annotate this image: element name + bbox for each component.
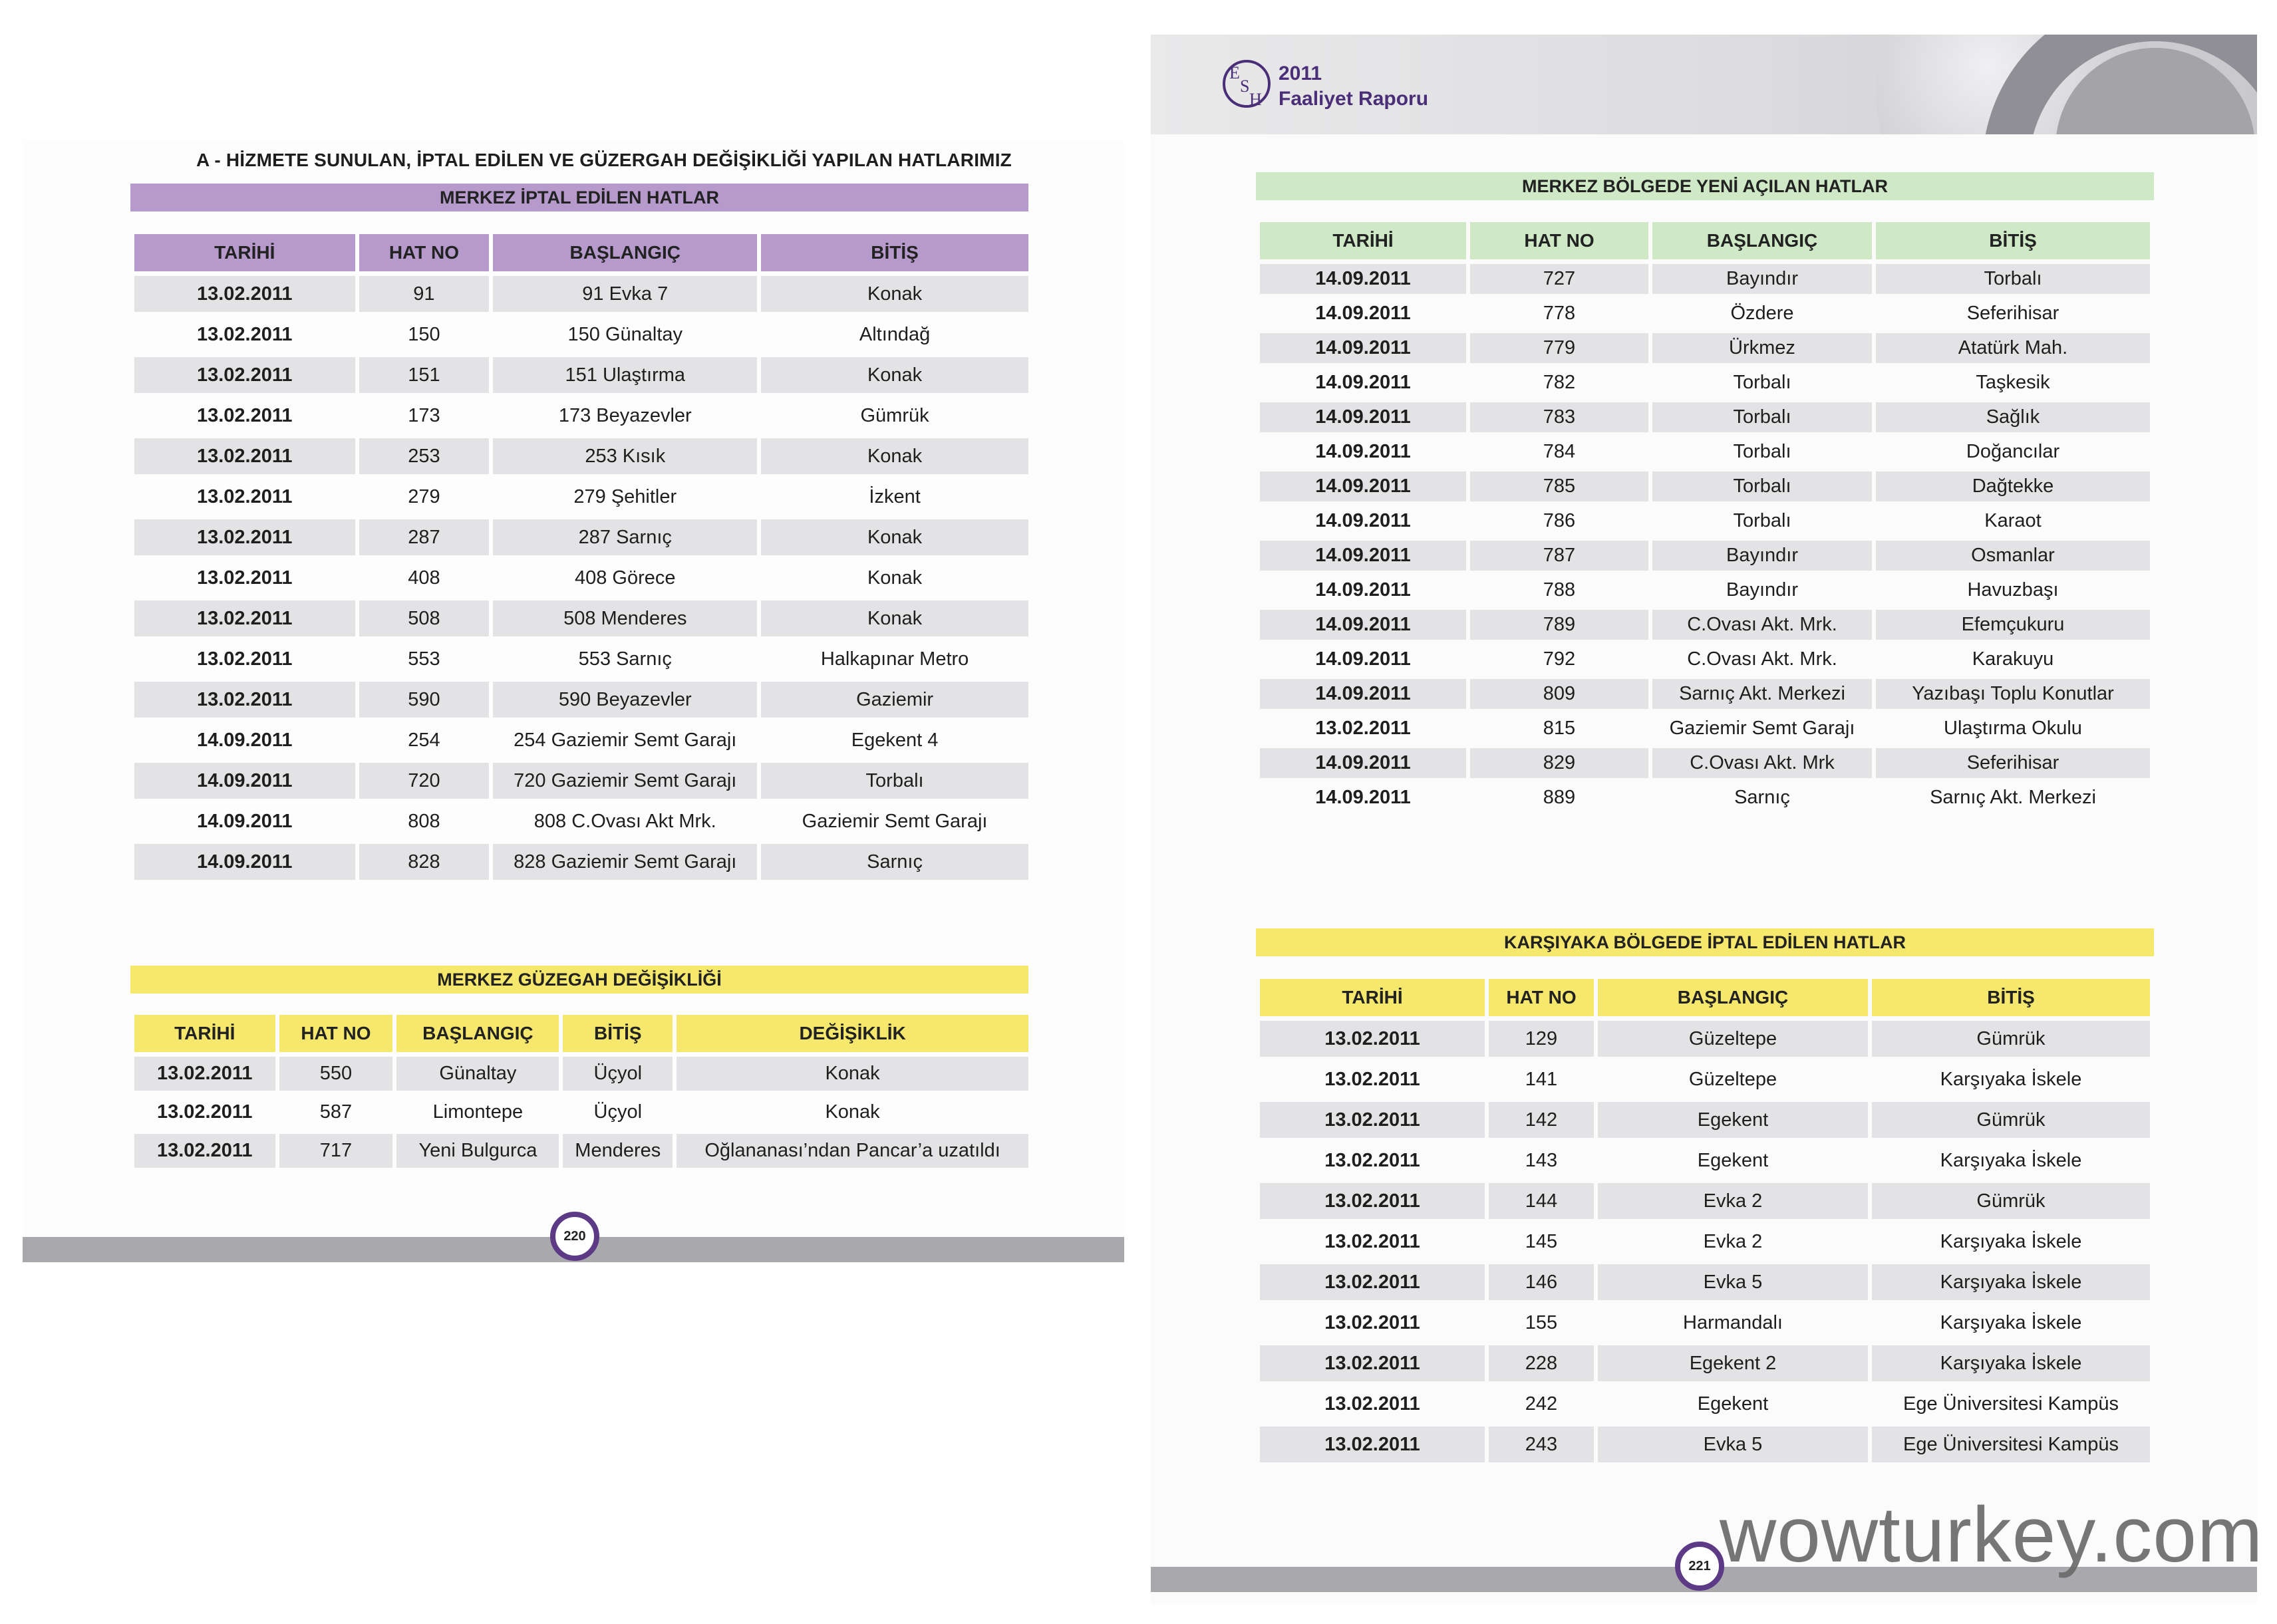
table-cell: 151 Ulaştırma xyxy=(493,357,757,393)
table-cell: Güzeltepe xyxy=(1688,1068,1777,1090)
table-cell: Yeni Bulgurca xyxy=(396,1134,559,1168)
table-header-row xyxy=(134,234,1028,271)
date-cell: 14.09.2011 xyxy=(1260,264,1466,294)
table-cell: Bayındır xyxy=(1652,541,1872,571)
line-number-cell: 717 xyxy=(279,1134,393,1168)
table-cell: 553 Sarnıç xyxy=(578,648,672,670)
table-cell: Konak xyxy=(761,519,1028,555)
table-row xyxy=(134,276,1028,312)
table-cell: Karşıyaka İskele xyxy=(1940,1230,2082,1252)
line-number-cell: 508 xyxy=(359,601,490,636)
column-header: BİTİŞ xyxy=(1876,222,2150,259)
table-cell: Karaot xyxy=(1984,510,2042,531)
karsiyaka-section-title: KARŞIYAKA BÖLGEDE İPTAL EDİLEN HATLAR xyxy=(1256,928,2154,956)
table-cell: Gümrük xyxy=(1872,1102,2150,1138)
right-page-number: 221 xyxy=(1675,1542,1724,1591)
table-cell: Seferihisar xyxy=(1966,303,2059,324)
table-row xyxy=(1260,1426,2150,1462)
table-cell: C.Ovası Akt. Mrk xyxy=(1652,748,1872,778)
line-number-cell: 143 xyxy=(1525,1149,1558,1171)
line-number-cell: 787 xyxy=(1470,541,1648,571)
report-header-banner xyxy=(1151,35,2257,134)
table-cell: 590 Beyazevler xyxy=(493,682,757,718)
table-cell: Menderes xyxy=(563,1134,673,1168)
table-cell: Evka 5 xyxy=(1598,1426,1868,1462)
table-row xyxy=(134,722,1028,758)
table-row xyxy=(1260,1102,2150,1138)
table-header-row xyxy=(134,1015,1028,1052)
table-cell: 254 Gaziemir Semt Garajı xyxy=(514,729,737,751)
table-cell: Atatürk Mah. xyxy=(1876,333,2150,363)
date-cell: 14.09.2011 xyxy=(1315,648,1411,670)
karsiyaka-cancelled-table xyxy=(1256,974,2154,1467)
table-cell: 808 C.Ovası Akt Mrk. xyxy=(533,810,716,832)
table-row xyxy=(1260,1061,2150,1097)
table-cell: Halkapınar Metro xyxy=(820,648,969,670)
table-cell: 287 Sarnıç xyxy=(493,519,757,555)
table-cell: Efemçukuru xyxy=(1876,610,2150,640)
table-cell: Altındağ xyxy=(859,323,931,345)
line-number-cell: 550 xyxy=(279,1057,393,1091)
table-row xyxy=(1260,644,2150,674)
table-row xyxy=(134,438,1028,474)
line-number-cell: 155 xyxy=(1525,1311,1558,1333)
table-row xyxy=(1260,402,2150,432)
table-cell: Gaziemir xyxy=(761,682,1028,718)
line-number-cell: 815 xyxy=(1543,718,1576,739)
column-header: BAŞLANGIÇ xyxy=(493,234,757,271)
date-cell: 14.09.2011 xyxy=(1315,303,1411,324)
table-cell: Bayındır xyxy=(1726,579,1798,601)
date-cell: 13.02.2011 xyxy=(196,404,293,426)
table-cell: Osmanlar xyxy=(1876,541,2150,571)
line-number-cell: 788 xyxy=(1543,579,1576,601)
line-number-cell: 129 xyxy=(1489,1021,1594,1057)
table-row xyxy=(1260,541,2150,571)
table-cell: Doğancılar xyxy=(1966,441,2060,462)
column-header: HAT NO xyxy=(1470,222,1648,259)
table-cell: Limontepe xyxy=(432,1101,524,1123)
table-row xyxy=(1260,264,2150,294)
date-cell: 14.09.2011 xyxy=(134,844,355,880)
table-row xyxy=(134,803,1028,839)
table-cell: Torbalı xyxy=(1733,441,1791,462)
line-number-cell: 590 xyxy=(359,682,490,718)
table-cell: Dağtekke xyxy=(1876,472,2150,501)
table-cell: 828 Gaziemir Semt Garajı xyxy=(493,844,757,880)
table-cell: Egekent 2 xyxy=(1598,1345,1868,1381)
svg-text:H: H xyxy=(1249,90,1262,109)
line-number-cell: 253 xyxy=(359,438,490,474)
date-cell: 14.09.2011 xyxy=(1260,402,1466,432)
line-number-cell: 779 xyxy=(1470,333,1648,363)
table-cell: Karşıyaka İskele xyxy=(1940,1311,2082,1333)
table-cell: Harmandalı xyxy=(1683,1311,1783,1333)
line-number-cell: 778 xyxy=(1543,303,1576,324)
cancelled-lines-table xyxy=(130,229,1032,884)
column-header: BAŞLANGIÇ xyxy=(396,1015,559,1052)
svg-text:S: S xyxy=(1240,76,1250,96)
table-cell: Konak xyxy=(825,1101,880,1123)
date-cell: 13.02.2011 xyxy=(196,567,293,589)
table-row xyxy=(1260,610,2150,640)
date-cell: 13.02.2011 xyxy=(134,1134,275,1168)
table-cell: 508 Menderes xyxy=(493,601,757,636)
line-number-cell: 783 xyxy=(1470,402,1648,432)
table-cell: Yazıbaşı Toplu Konutlar xyxy=(1876,679,2150,709)
table-cell: Sarnıç Akt. Merkezi xyxy=(1652,679,1872,709)
line-number-cell: 144 xyxy=(1489,1183,1594,1219)
date-cell: 13.02.2011 xyxy=(1324,1230,1420,1252)
table-header-row xyxy=(1260,979,2150,1016)
line-number-cell: 151 xyxy=(359,357,490,393)
table-cell: Ege Üniversitesi Kampüs xyxy=(1903,1393,2119,1415)
table-cell: Konak xyxy=(761,276,1028,312)
date-cell: 14.09.2011 xyxy=(1315,579,1411,601)
table-cell: Gaziemir Semt Garajı xyxy=(1669,718,1855,739)
table-row xyxy=(134,601,1028,636)
route-change-section-title: MERKEZ GÜZEGAH DEĞİŞİKLİĞİ xyxy=(130,966,1028,994)
date-cell: 14.09.2011 xyxy=(1315,372,1411,393)
line-number-cell: 809 xyxy=(1470,679,1648,709)
column-header: BAŞLANGIÇ xyxy=(1652,222,1872,259)
table-row xyxy=(1260,748,2150,778)
line-number-cell: 287 xyxy=(359,519,490,555)
table-cell: Torbalı xyxy=(1876,264,2150,294)
main-title: A - HİZMETE SUNULAN, İPTAL EDİLEN VE GÜZERGAH DEĞİŞİKLİĞİ YAPILAN HATLARIMIZ xyxy=(196,150,1012,170)
table-row xyxy=(1260,333,2150,363)
date-cell: 13.02.2011 xyxy=(1315,718,1411,739)
table-cell: Sarnıç xyxy=(761,844,1028,880)
table-cell: Torbalı xyxy=(1652,472,1872,501)
table-cell: Karşıyaka İskele xyxy=(1872,1345,2150,1381)
table-row xyxy=(134,357,1028,393)
column-header: HAT NO xyxy=(359,234,490,271)
table-cell: Gaziemir Semt Garajı xyxy=(802,810,988,832)
date-cell: 13.02.2011 xyxy=(134,438,355,474)
table-row xyxy=(134,519,1028,555)
table-row xyxy=(134,682,1028,718)
line-number-cell: 808 xyxy=(408,810,440,832)
line-number-cell: 150 xyxy=(408,323,440,345)
table-cell: Oğlananası’ndan Pancar’a uzatıldı xyxy=(677,1134,1028,1168)
column-header: DEĞİŞİKLİK xyxy=(677,1015,1028,1052)
table-cell: Ürkmez xyxy=(1652,333,1872,363)
line-number-cell: 889 xyxy=(1543,787,1576,808)
table-row xyxy=(1260,1143,2150,1178)
column-header: TARİHİ xyxy=(134,1015,275,1052)
date-cell: 13.02.2011 xyxy=(196,485,293,507)
date-cell: 13.02.2011 xyxy=(1324,1393,1420,1415)
date-cell: 14.09.2011 xyxy=(1260,541,1466,571)
table-row xyxy=(134,1057,1028,1091)
line-number-cell: 141 xyxy=(1525,1068,1558,1090)
table-cell: 279 Şehitler xyxy=(573,485,677,507)
date-cell: 13.02.2011 xyxy=(1324,1068,1420,1090)
table-cell: Evka 2 xyxy=(1598,1183,1868,1219)
table-cell: Ege Üniversitesi Kampüs xyxy=(1872,1426,2150,1462)
date-cell: 14.09.2011 xyxy=(196,810,293,832)
column-header: BAŞLANGIÇ xyxy=(1598,979,1868,1016)
line-number-cell: 786 xyxy=(1543,510,1576,531)
line-number-cell: 553 xyxy=(408,648,440,670)
table-cell: İzkent xyxy=(869,485,921,507)
line-number-cell: 243 xyxy=(1489,1426,1594,1462)
table-cell: Karşıyaka İskele xyxy=(1940,1068,2082,1090)
table-cell: 173 Beyazevler xyxy=(558,404,692,426)
table-row xyxy=(1260,783,2150,813)
table-cell: Seferihisar xyxy=(1876,748,2150,778)
cancelled-section-title: MERKEZ İPTAL EDİLEN HATLAR xyxy=(130,184,1028,211)
table-cell: Güzeltepe xyxy=(1598,1021,1868,1057)
table-row xyxy=(1260,1183,2150,1219)
line-number-cell: 408 xyxy=(408,567,440,589)
table-row xyxy=(1260,506,2150,536)
date-cell: 14.09.2011 xyxy=(1315,441,1411,462)
date-cell: 13.02.2011 xyxy=(134,1057,275,1091)
table-cell: C.Ovası Akt. Mrk. xyxy=(1652,610,1872,640)
watermark-text: wowturkey.com xyxy=(1720,1491,2264,1579)
date-cell: 14.09.2011 xyxy=(1315,787,1411,808)
table-cell: Sarnıç Akt. Merkezi xyxy=(1930,787,2096,808)
table-row xyxy=(1260,1345,2150,1381)
line-number-cell: 142 xyxy=(1489,1102,1594,1138)
column-header: BİTİŞ xyxy=(761,234,1028,271)
line-number-cell: 828 xyxy=(359,844,490,880)
table-cell: Özdere xyxy=(1730,303,1794,324)
table-row xyxy=(1260,575,2150,605)
line-number-cell: 784 xyxy=(1543,441,1576,462)
table-cell: 408 Görece xyxy=(574,567,676,589)
line-number-cell: 789 xyxy=(1470,610,1648,640)
column-header: TARİHİ xyxy=(1260,222,1466,259)
table-cell: 720 Gaziemir Semt Garajı xyxy=(493,763,757,799)
table-cell: Havuzbaşı xyxy=(1967,579,2059,601)
report-name: Faaliyet Raporu xyxy=(1279,88,1429,110)
line-number-cell: 145 xyxy=(1525,1230,1558,1252)
svg-text:E: E xyxy=(1229,63,1240,82)
table-cell: Konak xyxy=(761,601,1028,636)
table-cell: Gümrük xyxy=(860,404,929,426)
date-cell: 14.09.2011 xyxy=(196,729,293,751)
date-cell: 14.09.2011 xyxy=(1315,510,1411,531)
table-row xyxy=(1260,1224,2150,1260)
table-cell: Torbalı xyxy=(1733,510,1791,531)
table-cell: Günaltay xyxy=(396,1057,559,1091)
date-cell: 13.02.2011 xyxy=(196,323,293,345)
table-row xyxy=(134,479,1028,515)
table-row xyxy=(134,763,1028,799)
date-cell: 13.02.2011 xyxy=(134,276,355,312)
table-row xyxy=(134,1095,1028,1129)
new-lines-section-title: MERKEZ BÖLGEDE YENİ AÇILAN HATLAR xyxy=(1256,172,2154,200)
table-row xyxy=(134,844,1028,880)
route-change-table xyxy=(130,1010,1032,1172)
table-cell: Egekent 4 xyxy=(851,729,939,751)
table-row xyxy=(1260,714,2150,744)
table-row xyxy=(134,398,1028,434)
date-cell: 14.09.2011 xyxy=(1260,610,1466,640)
date-cell: 14.09.2011 xyxy=(1260,333,1466,363)
line-number-cell: 829 xyxy=(1470,748,1648,778)
table-cell: Evka 2 xyxy=(1703,1230,1763,1252)
esh-logo-icon xyxy=(1220,55,1273,114)
table-cell: Karakuyu xyxy=(1972,648,2054,670)
column-header: BİTİŞ xyxy=(563,1015,673,1052)
table-row xyxy=(1260,437,2150,467)
table-row xyxy=(1260,1305,2150,1341)
date-cell: 13.02.2011 xyxy=(1260,1426,1485,1462)
date-cell: 13.02.2011 xyxy=(1324,1311,1420,1333)
column-header: TARİHİ xyxy=(1260,979,1485,1016)
date-cell: 13.02.2011 xyxy=(1260,1345,1485,1381)
table-cell: Taşkesik xyxy=(1976,372,2050,393)
table-cell: Gümrük xyxy=(1872,1183,2150,1219)
table-cell: Egekent xyxy=(1697,1149,1769,1171)
line-number-cell: 782 xyxy=(1543,372,1576,393)
date-cell: 13.02.2011 xyxy=(1324,1149,1420,1171)
date-cell: 14.09.2011 xyxy=(134,763,355,799)
table-header-row xyxy=(1260,222,2150,259)
table-cell: Sağlık xyxy=(1876,402,2150,432)
line-number-cell: 173 xyxy=(408,404,440,426)
date-cell: 14.09.2011 xyxy=(1260,472,1466,501)
table-row xyxy=(1260,299,2150,329)
date-cell: 13.02.2011 xyxy=(134,682,355,718)
table-cell: C.Ovası Akt. Mrk. xyxy=(1687,648,1837,670)
table-cell: 150 Günaltay xyxy=(567,323,683,345)
line-number-cell: 254 xyxy=(408,729,440,751)
table-cell: Egekent xyxy=(1697,1393,1769,1415)
table-row xyxy=(1260,1021,2150,1057)
table-cell: Konak xyxy=(677,1057,1028,1091)
table-cell: 91 Evka 7 xyxy=(493,276,757,312)
date-cell: 13.02.2011 xyxy=(134,519,355,555)
table-row xyxy=(1260,1264,2150,1300)
table-cell: Egekent xyxy=(1598,1102,1868,1138)
table-row xyxy=(1260,472,2150,501)
table-cell: Konak xyxy=(867,567,923,589)
table-cell: Evka 5 xyxy=(1598,1264,1868,1300)
table-cell: Karşıyaka İskele xyxy=(1940,1149,2082,1171)
column-header: TARİHİ xyxy=(134,234,355,271)
line-number-cell: 587 xyxy=(319,1101,353,1123)
date-cell: 14.09.2011 xyxy=(1260,679,1466,709)
table-cell: Gümrük xyxy=(1872,1021,2150,1057)
date-cell: 13.02.2011 xyxy=(156,1101,253,1123)
column-header: HAT NO xyxy=(279,1015,393,1052)
table-row xyxy=(134,1134,1028,1168)
table-cell: Torbalı xyxy=(1733,372,1791,393)
table-row xyxy=(1260,679,2150,709)
table-row xyxy=(1260,1386,2150,1422)
table-row xyxy=(1260,368,2150,398)
new-lines-table xyxy=(1256,217,2154,817)
line-number-cell: 228 xyxy=(1489,1345,1594,1381)
column-header: BİTİŞ xyxy=(1872,979,2150,1016)
date-cell: 13.02.2011 xyxy=(1260,1021,1485,1057)
line-number-cell: 242 xyxy=(1525,1393,1558,1415)
table-cell: Torbalı xyxy=(761,763,1028,799)
table-cell: Bayındır xyxy=(1652,264,1872,294)
table-cell: Karşıyaka İskele xyxy=(1872,1264,2150,1300)
table-row xyxy=(134,560,1028,596)
report-year: 2011 xyxy=(1279,63,1322,84)
left-page-number: 220 xyxy=(550,1212,599,1261)
table-cell: Konak xyxy=(761,357,1028,393)
date-cell: 13.02.2011 xyxy=(134,601,355,636)
date-cell: 13.02.2011 xyxy=(1260,1183,1485,1219)
table-row xyxy=(134,317,1028,352)
date-cell: 13.02.2011 xyxy=(1260,1102,1485,1138)
column-header: HAT NO xyxy=(1489,979,1594,1016)
table-cell: Konak xyxy=(761,438,1028,474)
table-cell: Torbalı xyxy=(1652,402,1872,432)
table-cell: Üçyol xyxy=(593,1101,643,1123)
line-number-cell: 146 xyxy=(1489,1264,1594,1300)
line-number-cell: 792 xyxy=(1543,648,1576,670)
line-number-cell: 727 xyxy=(1470,264,1648,294)
date-cell: 13.02.2011 xyxy=(196,648,293,670)
table-cell: Üçyol xyxy=(563,1057,673,1091)
line-number-cell: 720 xyxy=(359,763,490,799)
table-cell: Sarnıç xyxy=(1734,787,1790,808)
date-cell: 13.02.2011 xyxy=(134,357,355,393)
date-cell: 13.02.2011 xyxy=(1260,1264,1485,1300)
line-number-cell: 279 xyxy=(408,485,440,507)
line-number-cell: 91 xyxy=(359,276,490,312)
table-row xyxy=(134,641,1028,677)
date-cell: 14.09.2011 xyxy=(1260,748,1466,778)
line-number-cell: 785 xyxy=(1470,472,1648,501)
table-cell: 253 Kısık xyxy=(493,438,757,474)
table-cell: Ulaştırma Okulu xyxy=(1944,718,2082,739)
